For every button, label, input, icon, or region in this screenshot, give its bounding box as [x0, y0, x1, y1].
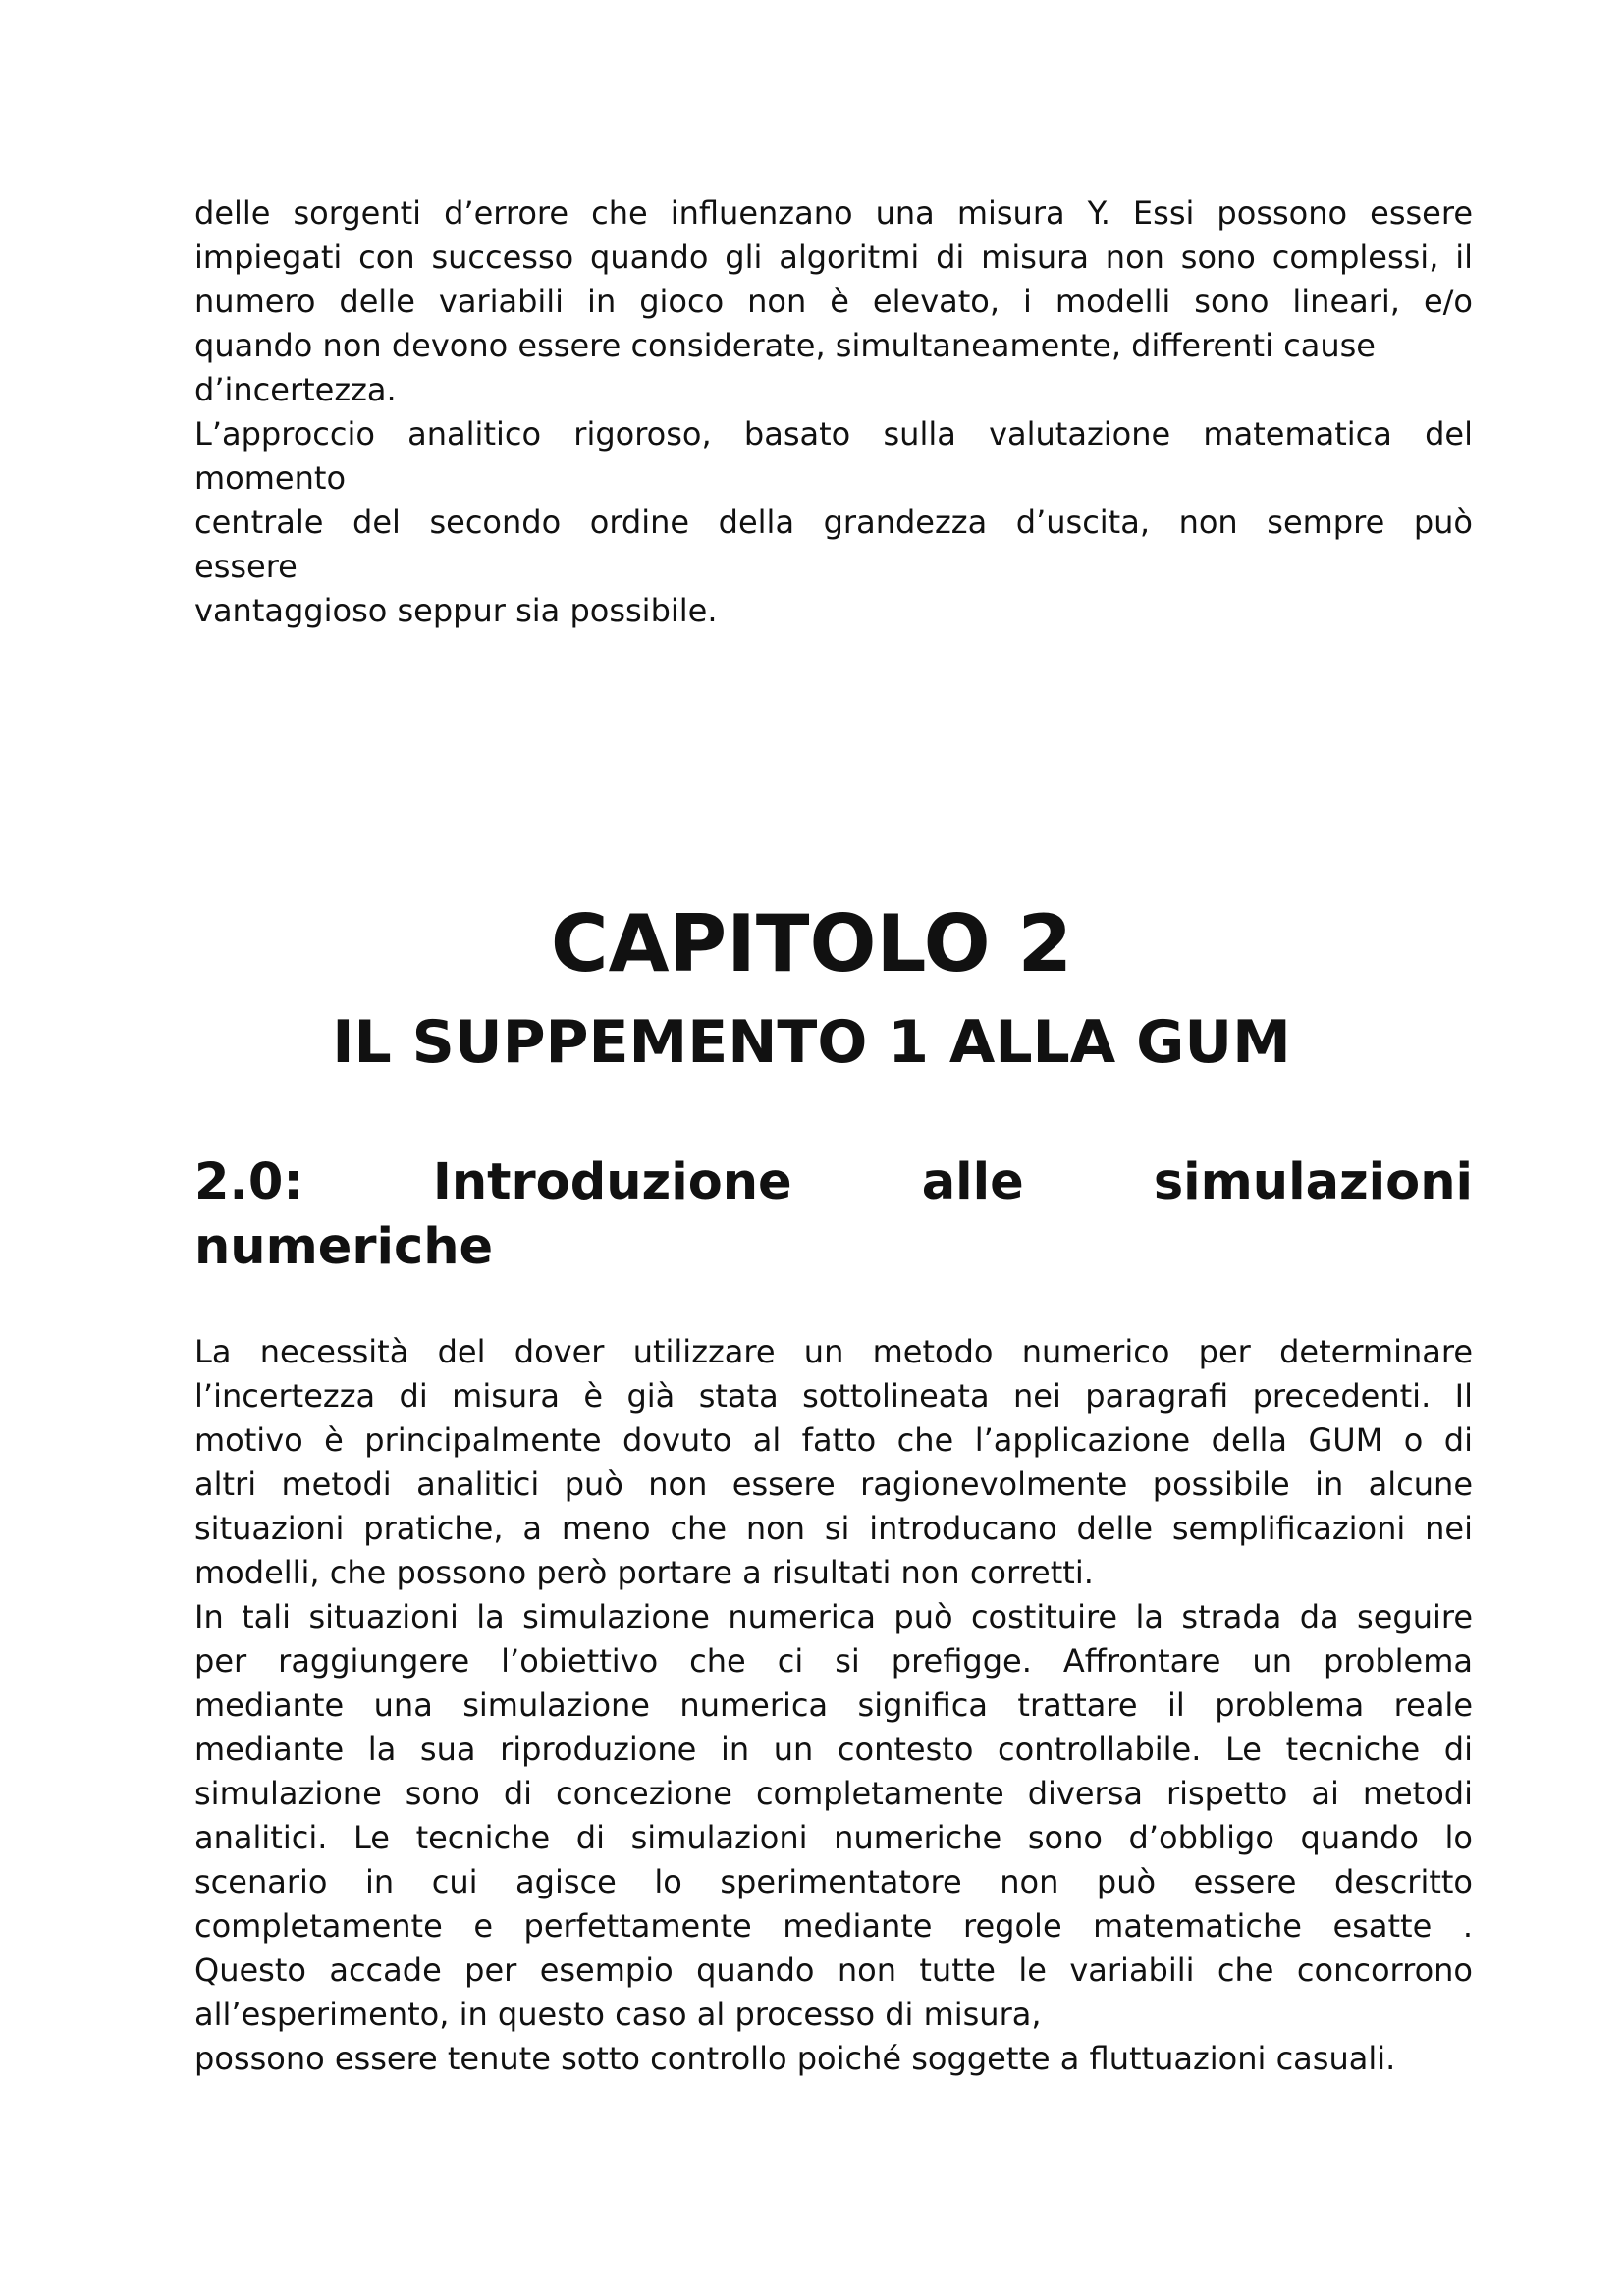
text-line: completamente e perfettamente mediante regole matematiche esatte .: [194, 1907, 1473, 1945]
text-line: mediante una simulazione numerica significa trattare il problema reale: [194, 1686, 1473, 1724]
text-line: centrale del secondo ordine della grandezza d’uscita, non sempre può: [194, 504, 1473, 541]
text-line: Questo accade per esempio quando non tutte le variabili che concorrono: [194, 1951, 1473, 1989]
text-line: numero delle variabili in gioco non è elevato, i modelli sono lineari, e/o: [194, 283, 1473, 320]
text-line: motivo è principalmente dovuto al fatto che l’applicazione della GUM o di: [194, 1421, 1473, 1459]
chapter-title: CAPITOLO 2: [550, 898, 1073, 989]
text-line: momento: [194, 459, 347, 497]
section-number: 2.0:: [194, 1153, 303, 1211]
text-line: d’incertezza.: [194, 371, 397, 408]
section-heading: [194, 1150, 1473, 1280]
section-word: alle: [921, 1153, 1024, 1211]
chapter-subtitle: IL SUPPEMENTO 1 ALLA GUM: [332, 1008, 1291, 1077]
text-line: situazioni pratiche, a meno che non si introducano delle semplificazioni nei: [194, 1510, 1473, 1547]
section-word: Introduzione: [432, 1153, 792, 1211]
text-line: impiegati con successo quando gli algoritmi di misura non sono complessi, il: [194, 239, 1473, 276]
text-line: L’approccio analitico rigoroso, basato sulla valutazione matematica del: [194, 415, 1473, 453]
text-line: possono essere tenute sotto controllo poiché soggette a fluttuazioni casuali.: [194, 2040, 1396, 2077]
text-line: quando non devono essere considerate, simultaneamente, differenti cause: [194, 327, 1376, 364]
text-line: all’esperimento, in questo caso al processo di misura,: [194, 1996, 1042, 2033]
text-line: modelli, che possono però portare a risultati non corretti.: [194, 1554, 1094, 1591]
text-line: vantaggioso seppur sia possibile.: [194, 592, 718, 629]
section-word: simulazioni: [1153, 1153, 1473, 1211]
text-line: l’incertezza di misura è già stata sottolineata nei paragrafi precedenti. Il: [194, 1377, 1473, 1415]
body-paragraph-1: [194, 1330, 1473, 1595]
intro-paragraph: [194, 191, 1473, 412]
text-line: per raggiungere l’obiettivo che ci si prefigge. Affrontare un problema: [194, 1642, 1473, 1680]
section-heading-first-line: [194, 1150, 1473, 1215]
text-line: simulazione sono di concezione completamente diversa rispetto ai metodi: [194, 1775, 1473, 1812]
section-heading-second-line: numeriche: [194, 1218, 494, 1276]
text-line: delle sorgenti d’errore che influenzano una misura Y. Essi possono essere: [194, 194, 1473, 232]
analytic-paragraph: [194, 412, 1473, 633]
text-line: analitici. Le tecniche di simulazioni numeriche sono d’obbligo quando lo: [194, 1819, 1473, 1856]
text-line: essere: [194, 548, 298, 585]
text-line: La necessità del dover utilizzare un metodo numerico per determinare: [194, 1333, 1473, 1370]
text-line: mediante la sua riproduzione in un contesto controllabile. Le tecniche di: [194, 1731, 1473, 1768]
text-line: scenario in cui agisce lo sperimentatore non può essere descritto: [194, 1863, 1473, 1900]
text-line: In tali situazioni la simulazione numerica può costituire la strada da seguire: [194, 1598, 1473, 1635]
body-paragraph-2: [194, 1595, 1473, 2081]
text-line: altri metodi analitici può non essere ragionevolmente possibile in alcune: [194, 1466, 1473, 1503]
